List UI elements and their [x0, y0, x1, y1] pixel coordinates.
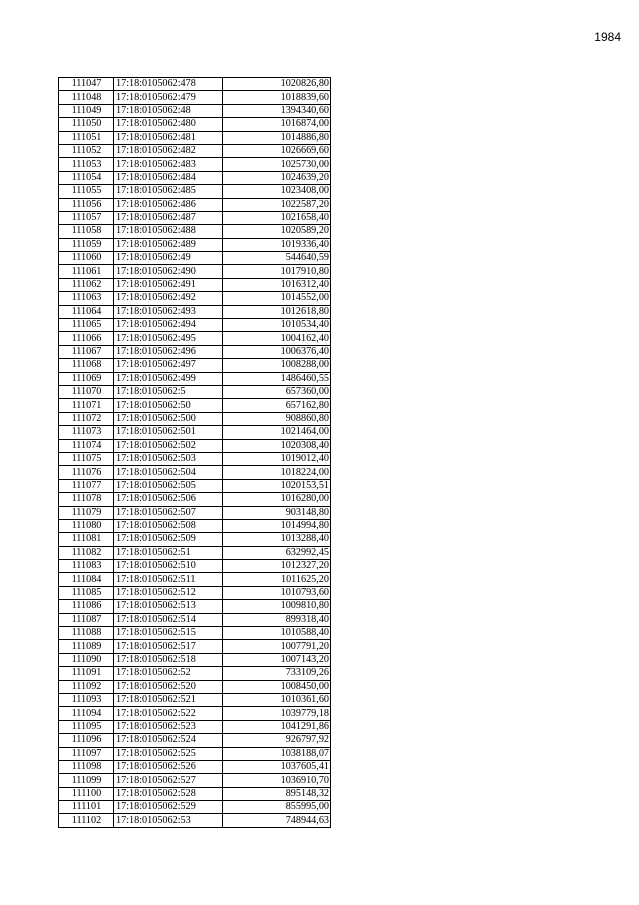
table-row — [59, 292, 331, 305]
table-row — [59, 707, 331, 720]
table-row — [59, 319, 331, 332]
value-cell: 926797,92 — [223, 734, 331, 747]
cadastral-number-cell: 17:18:0105062:52 — [114, 667, 223, 680]
cadastral-number-cell: 17:18:0105062:483 — [114, 158, 223, 171]
row-id-cell: 111078 — [59, 493, 114, 506]
cadastral-number-cell: 17:18:0105062:518 — [114, 653, 223, 666]
value-cell: 1010534,40 — [223, 319, 331, 332]
table-row — [59, 801, 331, 814]
value-cell: 1020826,80 — [223, 78, 331, 91]
value-cell: 1026669,60 — [223, 144, 331, 157]
row-id-cell: 111084 — [59, 573, 114, 586]
row-id-cell: 111050 — [59, 118, 114, 131]
value-cell: 748944,63 — [223, 814, 331, 827]
value-cell: 1039779,18 — [223, 707, 331, 720]
table-row — [59, 493, 331, 506]
value-cell: 1394340,60 — [223, 104, 331, 117]
row-id-cell: 111073 — [59, 426, 114, 439]
table-row — [59, 305, 331, 318]
table-row — [59, 774, 331, 787]
table-row — [59, 225, 331, 238]
row-id-cell: 111095 — [59, 720, 114, 733]
cadastral-number-cell: 17:18:0105062:526 — [114, 760, 223, 773]
table-row — [59, 560, 331, 573]
table-row — [59, 118, 331, 131]
table-row — [59, 600, 331, 613]
table-row — [59, 787, 331, 800]
cadastral-number-cell: 17:18:0105062:515 — [114, 627, 223, 640]
row-id-cell: 111049 — [59, 104, 114, 117]
value-cell: 1038188,07 — [223, 747, 331, 760]
cadastral-number-cell: 17:18:0105062:482 — [114, 144, 223, 157]
row-id-cell: 111071 — [59, 399, 114, 412]
row-id-cell: 111062 — [59, 278, 114, 291]
value-cell: 1024639,20 — [223, 171, 331, 184]
table-row — [59, 479, 331, 492]
row-id-cell: 111056 — [59, 198, 114, 211]
cadastral-number-cell: 17:18:0105062:512 — [114, 586, 223, 599]
value-cell: 1010588,40 — [223, 627, 331, 640]
value-cell: 632992,45 — [223, 546, 331, 559]
value-cell: 1018224,00 — [223, 466, 331, 479]
row-id-cell: 111069 — [59, 372, 114, 385]
cadastral-number-cell: 17:18:0105062:488 — [114, 225, 223, 238]
cadastral-number-cell: 17:18:0105062:481 — [114, 131, 223, 144]
row-id-cell: 111098 — [59, 760, 114, 773]
table-row — [59, 144, 331, 157]
value-cell: 1020308,40 — [223, 439, 331, 452]
value-cell: 1486460,55 — [223, 372, 331, 385]
row-id-cell: 111079 — [59, 506, 114, 519]
cadastral-number-cell: 17:18:0105062:525 — [114, 747, 223, 760]
table-row — [59, 198, 331, 211]
value-cell: 1016280,00 — [223, 493, 331, 506]
row-id-cell: 111055 — [59, 185, 114, 198]
value-cell: 1006376,40 — [223, 345, 331, 358]
cadastral-number-cell: 17:18:0105062:510 — [114, 560, 223, 573]
table-row — [59, 185, 331, 198]
table-row — [59, 667, 331, 680]
table-row — [59, 345, 331, 358]
row-id-cell: 111094 — [59, 707, 114, 720]
value-cell: 544640,59 — [223, 252, 331, 265]
row-id-cell: 111099 — [59, 774, 114, 787]
row-id-cell: 111077 — [59, 479, 114, 492]
table-row — [59, 332, 331, 345]
cadastral-number-cell: 17:18:0105062:5 — [114, 385, 223, 398]
table-row — [59, 158, 331, 171]
row-id-cell: 111054 — [59, 171, 114, 184]
row-id-cell: 111096 — [59, 734, 114, 747]
table-row — [59, 613, 331, 626]
table-row — [59, 439, 331, 452]
row-id-cell: 111081 — [59, 533, 114, 546]
table-row — [59, 627, 331, 640]
value-cell: 1025730,00 — [223, 158, 331, 171]
cadastral-number-cell: 17:18:0105062:511 — [114, 573, 223, 586]
cadastral-number-cell: 17:18:0105062:50 — [114, 399, 223, 412]
table-row — [59, 399, 331, 412]
row-id-cell: 111083 — [59, 560, 114, 573]
table-row — [59, 238, 331, 251]
value-cell: 1012327,20 — [223, 560, 331, 573]
cadastral-number-cell: 17:18:0105062:523 — [114, 720, 223, 733]
cadastral-number-cell: 17:18:0105062:496 — [114, 345, 223, 358]
table-row — [59, 104, 331, 117]
value-cell: 1008450,00 — [223, 680, 331, 693]
cadastral-number-cell: 17:18:0105062:490 — [114, 265, 223, 278]
row-id-cell: 111100 — [59, 787, 114, 800]
cadastral-number-cell: 17:18:0105062:513 — [114, 600, 223, 613]
value-cell: 1010793,60 — [223, 586, 331, 599]
row-id-cell: 111053 — [59, 158, 114, 171]
table-row — [59, 519, 331, 532]
cadastral-number-cell: 17:18:0105062:527 — [114, 774, 223, 787]
row-id-cell: 111091 — [59, 667, 114, 680]
row-id-cell: 111085 — [59, 586, 114, 599]
row-id-cell: 111076 — [59, 466, 114, 479]
cadastral-number-cell: 17:18:0105062:500 — [114, 412, 223, 425]
table-body — [59, 78, 331, 828]
row-id-cell: 111088 — [59, 627, 114, 640]
value-cell: 903148,80 — [223, 506, 331, 519]
cadastral-number-cell: 17:18:0105062:484 — [114, 171, 223, 184]
cadastral-number-cell: 17:18:0105062:502 — [114, 439, 223, 452]
value-cell: 1041291,86 — [223, 720, 331, 733]
row-id-cell: 111102 — [59, 814, 114, 827]
row-id-cell: 111061 — [59, 265, 114, 278]
value-cell: 1021464,00 — [223, 426, 331, 439]
table-row — [59, 814, 331, 827]
row-id-cell: 111087 — [59, 613, 114, 626]
value-cell: 1020153,51 — [223, 479, 331, 492]
table-row — [59, 506, 331, 519]
row-id-cell: 111101 — [59, 801, 114, 814]
value-cell: 1013288,40 — [223, 533, 331, 546]
row-id-cell: 111060 — [59, 252, 114, 265]
row-id-cell: 111093 — [59, 693, 114, 706]
cadastral-number-cell: 17:18:0105062:499 — [114, 372, 223, 385]
value-cell: 1010361,60 — [223, 693, 331, 706]
row-id-cell: 111058 — [59, 225, 114, 238]
cadastral-number-cell: 17:18:0105062:489 — [114, 238, 223, 251]
cadastral-number-cell: 17:18:0105062:479 — [114, 91, 223, 104]
cadastral-number-cell: 17:18:0105062:517 — [114, 640, 223, 653]
table-row — [59, 359, 331, 372]
value-cell: 1014886,80 — [223, 131, 331, 144]
row-id-cell: 111070 — [59, 385, 114, 398]
cadastral-number-cell: 17:18:0105062:478 — [114, 78, 223, 91]
table-row — [59, 372, 331, 385]
table-row — [59, 734, 331, 747]
row-id-cell: 111072 — [59, 412, 114, 425]
value-cell: 1011625,20 — [223, 573, 331, 586]
table-row — [59, 586, 331, 599]
row-id-cell: 111092 — [59, 680, 114, 693]
table-row — [59, 78, 331, 91]
table-row — [59, 720, 331, 733]
table-row — [59, 452, 331, 465]
row-id-cell: 111097 — [59, 747, 114, 760]
row-id-cell: 111075 — [59, 452, 114, 465]
page-number: 1984 — [594, 30, 621, 44]
table-row — [59, 131, 331, 144]
value-cell: 1037605,41 — [223, 760, 331, 773]
value-cell: 1007791,20 — [223, 640, 331, 653]
value-cell: 1014552,00 — [223, 292, 331, 305]
row-id-cell: 111063 — [59, 292, 114, 305]
cadastral-number-cell: 17:18:0105062:504 — [114, 466, 223, 479]
value-cell: 1014994,80 — [223, 519, 331, 532]
value-cell: 1009810,80 — [223, 600, 331, 613]
cadastral-number-cell: 17:18:0105062:487 — [114, 211, 223, 224]
value-cell: 1012618,80 — [223, 305, 331, 318]
cadastral-number-cell: 17:18:0105062:503 — [114, 452, 223, 465]
table-row — [59, 412, 331, 425]
value-cell: 1004162,40 — [223, 332, 331, 345]
cadastral-number-cell: 17:18:0105062:497 — [114, 359, 223, 372]
value-cell: 1022587,20 — [223, 198, 331, 211]
table-row — [59, 747, 331, 760]
cadastral-number-cell: 17:18:0105062:486 — [114, 198, 223, 211]
row-id-cell: 111047 — [59, 78, 114, 91]
cadastral-number-cell: 17:18:0105062:506 — [114, 493, 223, 506]
table-row — [59, 533, 331, 546]
row-id-cell: 111089 — [59, 640, 114, 653]
cadastral-number-cell: 17:18:0105062:53 — [114, 814, 223, 827]
value-cell: 1019336,40 — [223, 238, 331, 251]
table-row — [59, 653, 331, 666]
cadastral-value-table — [58, 77, 331, 828]
cadastral-number-cell: 17:18:0105062:491 — [114, 278, 223, 291]
table-row — [59, 278, 331, 291]
table-row — [59, 211, 331, 224]
value-cell: 1016874,00 — [223, 118, 331, 131]
table-row — [59, 573, 331, 586]
cadastral-number-cell: 17:18:0105062:480 — [114, 118, 223, 131]
row-id-cell: 111090 — [59, 653, 114, 666]
value-cell: 1016312,40 — [223, 278, 331, 291]
cadastral-number-cell: 17:18:0105062:522 — [114, 707, 223, 720]
value-cell: 895148,32 — [223, 787, 331, 800]
cadastral-number-cell: 17:18:0105062:509 — [114, 533, 223, 546]
cadastral-number-cell: 17:18:0105062:524 — [114, 734, 223, 747]
cadastral-number-cell: 17:18:0105062:485 — [114, 185, 223, 198]
cadastral-number-cell: 17:18:0105062:505 — [114, 479, 223, 492]
table-row — [59, 91, 331, 104]
table-row — [59, 265, 331, 278]
row-id-cell: 111052 — [59, 144, 114, 157]
row-id-cell: 111059 — [59, 238, 114, 251]
table-row — [59, 546, 331, 559]
value-cell: 1008288,00 — [223, 359, 331, 372]
table-row — [59, 171, 331, 184]
cadastral-number-cell: 17:18:0105062:508 — [114, 519, 223, 532]
value-cell: 1017910,80 — [223, 265, 331, 278]
row-id-cell: 111074 — [59, 439, 114, 452]
row-id-cell: 111057 — [59, 211, 114, 224]
value-cell: 908860,80 — [223, 412, 331, 425]
row-id-cell: 111068 — [59, 359, 114, 372]
row-id-cell: 111065 — [59, 319, 114, 332]
table-row — [59, 693, 331, 706]
value-cell: 657360,00 — [223, 385, 331, 398]
cadastral-number-cell: 17:18:0105062:507 — [114, 506, 223, 519]
value-cell: 657162,80 — [223, 399, 331, 412]
cadastral-number-cell: 17:18:0105062:51 — [114, 546, 223, 559]
cadastral-number-cell: 17:18:0105062:528 — [114, 787, 223, 800]
table-row — [59, 760, 331, 773]
row-id-cell: 111066 — [59, 332, 114, 345]
value-cell: 855995,00 — [223, 801, 331, 814]
value-cell: 1036910,70 — [223, 774, 331, 787]
value-cell: 1018839,60 — [223, 91, 331, 104]
value-cell: 1023408,00 — [223, 185, 331, 198]
cadastral-number-cell: 17:18:0105062:495 — [114, 332, 223, 345]
table-row — [59, 252, 331, 265]
cadastral-number-cell: 17:18:0105062:520 — [114, 680, 223, 693]
row-id-cell: 111051 — [59, 131, 114, 144]
row-id-cell: 111080 — [59, 519, 114, 532]
cadastral-number-cell: 17:18:0105062:529 — [114, 801, 223, 814]
cadastral-number-cell: 17:18:0105062:514 — [114, 613, 223, 626]
table-row — [59, 680, 331, 693]
cadastral-number-cell: 17:18:0105062:501 — [114, 426, 223, 439]
table-row — [59, 466, 331, 479]
value-cell: 899318,40 — [223, 613, 331, 626]
cadastral-number-cell: 17:18:0105062:521 — [114, 693, 223, 706]
cadastral-number-cell: 17:18:0105062:494 — [114, 319, 223, 332]
cadastral-number-cell: 17:18:0105062:492 — [114, 292, 223, 305]
row-id-cell: 111086 — [59, 600, 114, 613]
value-cell: 1019012,40 — [223, 452, 331, 465]
table-row — [59, 385, 331, 398]
value-cell: 1007143,20 — [223, 653, 331, 666]
cadastral-number-cell: 17:18:0105062:48 — [114, 104, 223, 117]
row-id-cell: 111048 — [59, 91, 114, 104]
value-cell: 733109,26 — [223, 667, 331, 680]
table-row — [59, 640, 331, 653]
table-row — [59, 426, 331, 439]
row-id-cell: 111082 — [59, 546, 114, 559]
row-id-cell: 111067 — [59, 345, 114, 358]
value-cell: 1020589,20 — [223, 225, 331, 238]
cadastral-number-cell: 17:18:0105062:49 — [114, 252, 223, 265]
value-cell: 1021658,40 — [223, 211, 331, 224]
row-id-cell: 111064 — [59, 305, 114, 318]
cadastral-number-cell: 17:18:0105062:493 — [114, 305, 223, 318]
